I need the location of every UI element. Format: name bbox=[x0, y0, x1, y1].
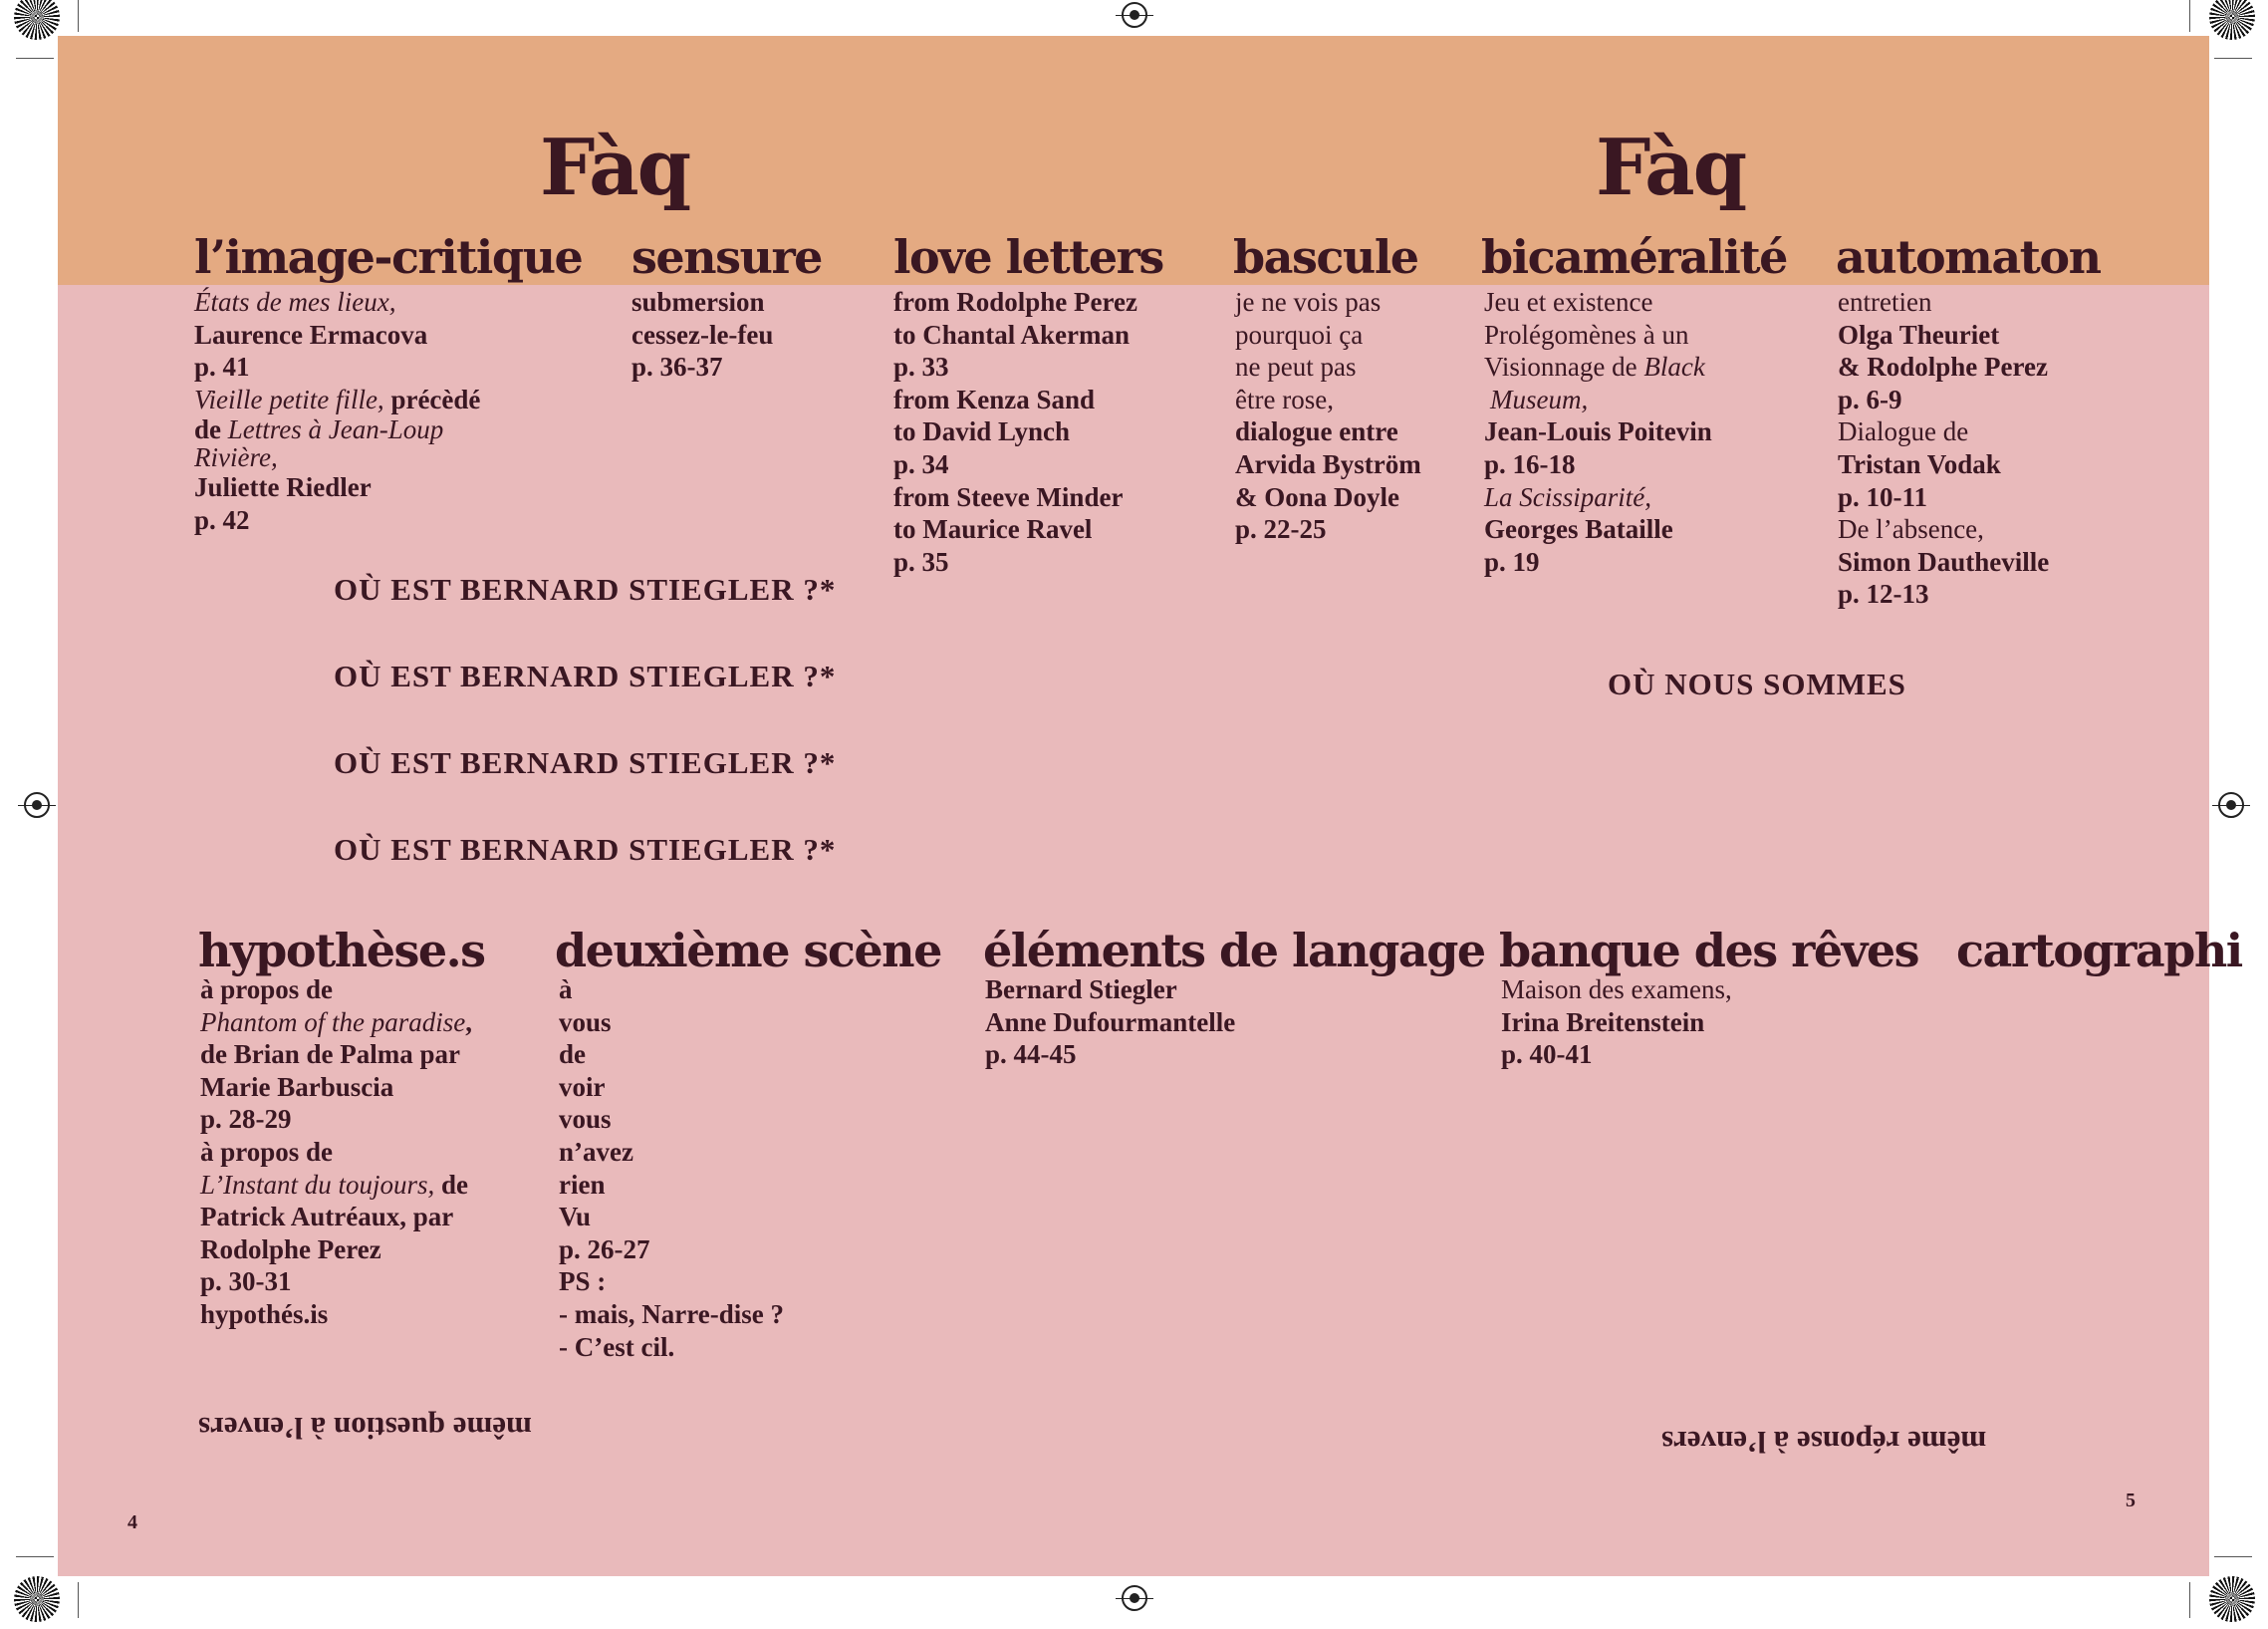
entry-line: p. 10-11 bbox=[1838, 481, 1928, 512]
entry-line: to Maurice Ravel bbox=[893, 514, 1093, 545]
entry-line: Tristan Vodak bbox=[1838, 448, 2001, 479]
question-line: OÙ EST BERNARD STIEGLER ?* bbox=[334, 572, 837, 607]
entry-line: Vu bbox=[559, 1202, 592, 1232]
entry-line: & Oona Doyle bbox=[1235, 481, 1399, 512]
col-love-letters bbox=[893, 286, 1212, 578]
entry-line: Dialogue de bbox=[1838, 416, 1969, 447]
entry-line: Arvida Byström bbox=[1235, 448, 1421, 479]
entry-line: De l’absence, bbox=[1838, 514, 1984, 545]
entry-line: from Steeve Minder bbox=[893, 481, 1124, 512]
entry-line: p. 44-45 bbox=[985, 1039, 1077, 1070]
entry-line: p. 19 bbox=[1484, 546, 1540, 577]
entry-line: être rose, bbox=[1235, 384, 1334, 414]
entry-line: États de mes lieux, bbox=[194, 287, 396, 317]
entry-line: from Rodolphe Perez bbox=[893, 287, 1137, 317]
entry-line: Laurence Ermacova bbox=[194, 319, 428, 350]
entry-line: p. 33 bbox=[893, 352, 949, 383]
entry-line: Lettres à Jean-Loup bbox=[227, 414, 444, 445]
entry-line: p. 42 bbox=[194, 504, 250, 535]
heading-banque-des-reves: banque des rêves bbox=[1499, 924, 1919, 977]
entry-line: Anne Dufourmantelle bbox=[985, 1006, 1236, 1037]
registration-starburst-icon bbox=[14, 1576, 60, 1622]
heading-hypotheses: hypothèse.s bbox=[198, 924, 485, 977]
heading-bicameralite: bicaméralité bbox=[1481, 230, 1787, 284]
upside-down-question: même question à l’envers bbox=[198, 1411, 532, 1446]
page-number-left: 4 bbox=[127, 1511, 137, 1533]
entry-line: Irina Breitenstein bbox=[1501, 1006, 1705, 1037]
registration-starburst-icon bbox=[2209, 1576, 2255, 1622]
entry-line: pourquoi ça bbox=[1235, 319, 1364, 350]
entry-line: voir bbox=[559, 1071, 606, 1102]
entry-line: je ne vois pas bbox=[1235, 287, 1382, 317]
entry-line: submersion bbox=[631, 287, 765, 317]
entry-line: Visionnage de bbox=[1484, 352, 1638, 383]
entry-line: PS : bbox=[559, 1266, 607, 1297]
entry-line: Prolégomènes à un bbox=[1484, 319, 1689, 350]
heading-love-letters: love letters bbox=[893, 230, 1163, 284]
col-image-critique bbox=[194, 286, 593, 537]
question-line: OÙ EST BERNARD STIEGLER ?* bbox=[334, 832, 837, 867]
entry-line: dialogue entre bbox=[1235, 416, 1398, 447]
entry-line: Maison des examens, bbox=[1501, 974, 1732, 1004]
crop-mark bbox=[2189, 0, 2190, 32]
heading-deuxieme-scene: deuxième scène bbox=[555, 924, 941, 977]
registration-starburst-icon bbox=[14, 0, 60, 40]
entry-line: p. 16-18 bbox=[1484, 448, 1576, 479]
registration-mark-icon bbox=[1122, 1585, 1147, 1611]
entry-line: Georges Bataille bbox=[1484, 514, 1673, 545]
entry-line: rien bbox=[559, 1169, 606, 1200]
registration-mark-icon bbox=[1122, 2, 1147, 28]
entry-line: à propos de bbox=[200, 974, 334, 1004]
crop-mark bbox=[2189, 1582, 2190, 1618]
entry-line: précèdé bbox=[390, 384, 481, 414]
registration-mark-icon bbox=[2218, 792, 2244, 818]
entry-line: p. 30-31 bbox=[200, 1266, 292, 1297]
entry-line: p. 35 bbox=[893, 546, 949, 577]
col-banque-des-reves bbox=[1501, 973, 1830, 1071]
entry-line: Marie Barbuscia bbox=[200, 1071, 394, 1102]
entry-line: cessez-le-feu bbox=[631, 319, 774, 350]
upside-down-answer: même réponse à l’envers bbox=[1661, 1425, 1987, 1460]
crop-mark bbox=[78, 1582, 79, 1618]
entry-line: Bernard Stiegler bbox=[985, 974, 1177, 1004]
entry-line: p. 40-41 bbox=[1501, 1039, 1593, 1070]
entry-line: , bbox=[465, 1006, 472, 1037]
entry-line: n’avez bbox=[559, 1136, 633, 1167]
entry-line: Vieille petite fille, bbox=[194, 384, 384, 414]
entry-line: p. 22-25 bbox=[1235, 514, 1327, 545]
col-bicameralite bbox=[1484, 286, 1823, 578]
heading-cartographie-clip bbox=[1954, 917, 2242, 996]
entry-line: to Chantal Akerman bbox=[893, 319, 1131, 350]
heading-sensure: sensure bbox=[631, 230, 822, 284]
entry-line: p. 36-37 bbox=[631, 352, 723, 383]
entry-line: p. 34 bbox=[893, 448, 949, 479]
col-deuxieme-scene bbox=[559, 973, 858, 1363]
registration-mark-icon bbox=[24, 792, 50, 818]
col-sensure bbox=[631, 286, 871, 384]
heading-elements-de-langage: éléments de langage bbox=[983, 924, 1485, 977]
page-number-right: 5 bbox=[2126, 1490, 2136, 1511]
entry-line: L’Instant du toujours, bbox=[200, 1169, 435, 1200]
col-bascule bbox=[1235, 286, 1464, 546]
entry-line: La Scissiparité, bbox=[1484, 481, 1652, 512]
entry-line: vous bbox=[559, 1104, 612, 1135]
crop-mark bbox=[2214, 1556, 2252, 1557]
heading-bascule: bascule bbox=[1233, 230, 1418, 284]
entry-line: Museum, bbox=[1490, 384, 1589, 414]
entry-line: entretien bbox=[1838, 287, 1932, 317]
heading-automaton: automaton bbox=[1836, 230, 2101, 284]
entry-line: & Rodolphe Perez bbox=[1838, 352, 2048, 383]
entry-line: to David Lynch bbox=[893, 416, 1071, 447]
entry-line: Black bbox=[1643, 352, 1705, 383]
entry-line: Rivière, bbox=[194, 442, 278, 473]
entry-line: à propos de bbox=[200, 1136, 334, 1167]
entry-line: Simon Dautheville bbox=[1838, 546, 2050, 577]
where-we-are-line: OÙ NOUS SOMMES bbox=[1608, 667, 1906, 701]
question-line: OÙ EST BERNARD STIEGLER ?* bbox=[334, 745, 837, 780]
entry-line: p. 41 bbox=[194, 352, 250, 383]
entry-line: from Kenza Sand bbox=[893, 384, 1096, 414]
entry-line: de bbox=[441, 1169, 469, 1200]
entry-line: Rodolphe Perez bbox=[200, 1233, 381, 1264]
entry-line: Phantom of the paradise bbox=[200, 1006, 466, 1037]
entry-line: p. 12-13 bbox=[1838, 579, 1929, 610]
col-elements-de-langage bbox=[985, 973, 1344, 1071]
entry-line: - C’est cil. bbox=[559, 1331, 675, 1362]
entry-line: de Brian de Palma par bbox=[200, 1039, 460, 1070]
crop-mark bbox=[78, 0, 79, 32]
crop-mark bbox=[16, 58, 54, 59]
right-page-title: Fàq bbox=[1596, 123, 1746, 213]
entry-line: Jean-Louis Poitevin bbox=[1484, 416, 1712, 447]
entry-line: ne peut pas bbox=[1235, 352, 1357, 383]
entry-line: hypothés.is bbox=[200, 1298, 329, 1329]
entry-line: de bbox=[559, 1039, 586, 1070]
entry-line: p. 6-9 bbox=[1838, 384, 1902, 414]
col-automaton bbox=[1838, 286, 2166, 611]
entry-line: Juliette Riedler bbox=[194, 472, 372, 503]
entry-line: Jeu et existence bbox=[1484, 287, 1653, 317]
entry-line: vous bbox=[559, 1006, 612, 1037]
registration-starburst-icon bbox=[2209, 0, 2255, 40]
entry-line: Patrick Autréaux, par bbox=[200, 1202, 454, 1232]
entry-line: de bbox=[194, 414, 221, 445]
entry-line: p. 26-27 bbox=[559, 1233, 650, 1264]
crop-mark bbox=[16, 1556, 54, 1557]
entry-line: p. 28-29 bbox=[200, 1104, 292, 1135]
crop-mark bbox=[2214, 58, 2252, 59]
entry-line: à bbox=[559, 974, 573, 1004]
heading-cartographie: cartographi bbox=[1956, 924, 2242, 977]
entry-line: - mais, Narre-dise ? bbox=[559, 1298, 784, 1329]
left-page-title: Fàq bbox=[540, 123, 690, 213]
entry-line: Olga Theuriet bbox=[1838, 319, 2000, 350]
question-line: OÙ EST BERNARD STIEGLER ?* bbox=[334, 659, 837, 693]
heading-image-critique: l’image-critique bbox=[194, 230, 583, 284]
col-hypotheses bbox=[200, 973, 539, 1331]
